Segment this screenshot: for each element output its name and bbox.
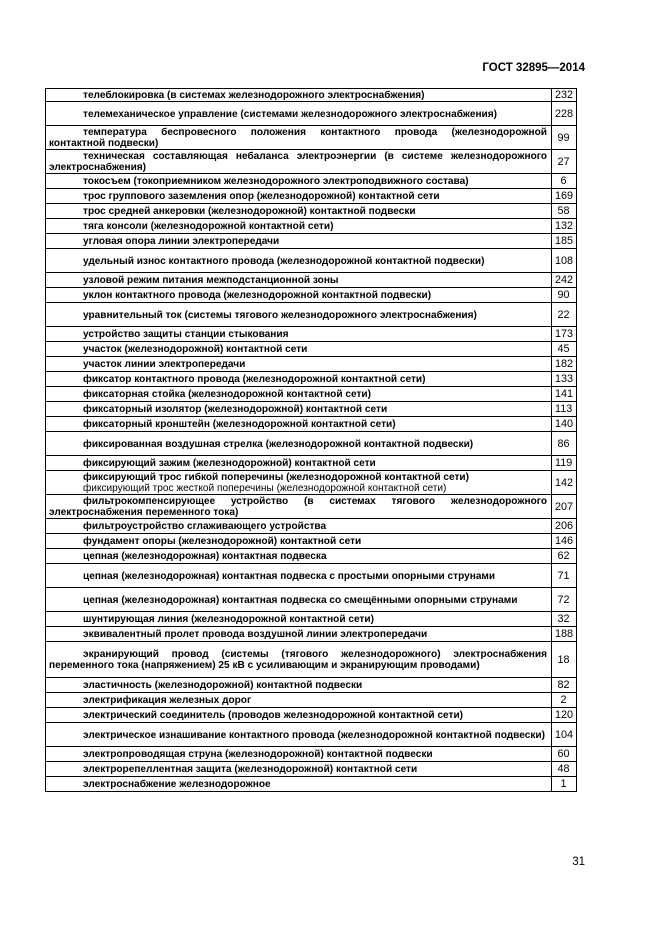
table-row — [46, 372, 577, 387]
term-text: фиксирующий трос гибкой поперечины (железнодорожной контактной сети) — [83, 472, 470, 483]
page-ref-cell: 142 — [552, 471, 577, 495]
page-ref-cell: 27 — [552, 150, 577, 174]
page-ref-cell: 120 — [552, 708, 577, 723]
term-cell — [46, 723, 552, 747]
page-ref-cell: 48 — [552, 762, 577, 777]
term-text: телемеханическое управление (системами железнодорожного электроснабжения) — [83, 108, 497, 120]
table-row — [46, 693, 577, 708]
term-text: телеблокировка (в системах железнодорожного электроснабжения) — [83, 90, 425, 101]
page-ref-cell: 108 — [552, 249, 577, 273]
table-row — [46, 357, 577, 372]
term-text: фиксаторный кронштейн (железнодорожной контактной сети) — [83, 419, 396, 430]
term-text: электрорепеллентная защита (железнодорожной) контактной сети — [83, 764, 418, 775]
page-ref-cell: 45 — [552, 342, 577, 357]
page-ref-cell: 62 — [552, 549, 577, 564]
term-text: участок линии электропередачи — [83, 359, 246, 370]
term-cell — [46, 102, 552, 126]
page-ref-cell: 169 — [552, 189, 577, 204]
term-text: фиксаторная стойка (железнодорожной контактной сети) — [83, 389, 371, 400]
page-ref-cell: 60 — [552, 747, 577, 762]
page-ref-cell: 146 — [552, 534, 577, 549]
term-text: устройство защиты станции стыкования — [83, 329, 289, 340]
term-text: эластичность (железнодорожной) контактной подвески — [83, 680, 363, 691]
term-text: цепная (железнодорожная) контактная подвеска — [83, 551, 327, 562]
term-cell — [46, 150, 552, 174]
page-ref-cell: 104 — [552, 723, 577, 747]
term-text: трос группового заземления опор (железнодорожной) контактной сети — [83, 191, 440, 202]
document-header: ГОСТ 32895—2014 — [482, 62, 585, 74]
term-cell — [46, 174, 552, 189]
term-text: уклон контактного провода (железнодорожной контактной подвески) — [83, 290, 432, 301]
table-row — [46, 219, 577, 234]
term-text: цепная (железнодорожная) контактная подвеска со смещёнными опорными струнами — [83, 594, 518, 606]
table-row — [46, 249, 577, 273]
term-cell — [46, 204, 552, 219]
page-ref-cell: 242 — [552, 273, 577, 288]
page-ref-cell: 113 — [552, 402, 577, 417]
table-row — [46, 402, 577, 417]
term-cell — [46, 627, 552, 642]
page-ref-cell: 206 — [552, 519, 577, 534]
term-text: электрический соединитель (проводов железнодорожной контактной сети) — [83, 710, 464, 721]
term-cell — [46, 357, 552, 372]
term-cell — [46, 249, 552, 273]
term-text: токосъем (токоприемником железнодорожного электроподвижного состава) — [83, 176, 469, 187]
term-text: тяга консоли (железнодорожной контактной сети) — [83, 221, 334, 232]
page-ref-cell: 90 — [552, 288, 577, 303]
term-cell — [46, 327, 552, 342]
table-row — [46, 327, 577, 342]
term-cell — [46, 495, 552, 519]
term-cell — [46, 777, 552, 792]
table-row — [46, 534, 577, 549]
page-ref-cell: 72 — [552, 588, 577, 612]
term-text: уравнительный ток (системы тягового железнодорожного электроснабжения) — [83, 309, 477, 321]
page-ref-cell: 99 — [552, 126, 577, 150]
page-ref-cell: 182 — [552, 357, 577, 372]
table-row — [46, 777, 577, 792]
term-text: электропроводящая струна (железнодорожной) контактной подвески — [83, 749, 433, 760]
page-ref-cell: 71 — [552, 564, 577, 588]
term-cell — [46, 432, 552, 456]
term-text: фиксирующий зажим (железнодорожной) контактной сети — [83, 458, 376, 469]
term-cell — [46, 303, 552, 327]
page-ref-cell: 6 — [552, 174, 577, 189]
term-text: угловая опора линии электропередачи — [83, 236, 280, 247]
table-row — [46, 102, 577, 126]
table-row — [46, 432, 577, 456]
table-row — [46, 89, 577, 102]
term-cell — [46, 417, 552, 432]
term-cell — [46, 219, 552, 234]
term-cell — [46, 288, 552, 303]
term-cell — [46, 708, 552, 723]
terms-table-body — [46, 89, 577, 792]
page-ref-cell: 2 — [552, 693, 577, 708]
table-row — [46, 417, 577, 432]
page-ref-cell: 185 — [552, 234, 577, 249]
table-row — [46, 519, 577, 534]
term-cell — [46, 126, 552, 150]
term-cell — [46, 747, 552, 762]
term-text: электрификация железных дорог — [83, 695, 252, 706]
table-row — [46, 471, 577, 495]
page-ref-cell: 228 — [552, 102, 577, 126]
page-ref-cell: 22 — [552, 303, 577, 327]
table-row — [46, 612, 577, 627]
term-cell — [46, 342, 552, 357]
term-text: эквивалентный пролет провода воздушной линии электропередачи — [83, 629, 428, 640]
table-row — [46, 564, 577, 588]
table-row — [46, 642, 577, 678]
page-ref-cell: 141 — [552, 387, 577, 402]
table-row — [46, 174, 577, 189]
table-row — [46, 678, 577, 693]
table-row — [46, 189, 577, 204]
table-row — [46, 234, 577, 249]
page-ref-cell: 32 — [552, 612, 577, 627]
page-ref-cell: 18 — [552, 642, 577, 678]
term-text: шунтирующая линия (железнодорожной контактной сети) — [83, 614, 374, 625]
term-cell — [46, 762, 552, 777]
term-text: фиксатор контактного провода (железнодорожной контактной сети) — [83, 374, 426, 385]
term-text: электрическое изнашивание контактного провода (железнодорожной контактной подвески) — [83, 729, 545, 741]
table-row — [46, 588, 577, 612]
term-text: температура беспровесного положения контактного провода (железнодорожной контактной подвески) — [49, 127, 547, 149]
page-ref-cell: 173 — [552, 327, 577, 342]
term-text: фильтроустройство сглаживающего устройства — [83, 521, 327, 532]
table-row — [46, 723, 577, 747]
term-text: электроснабжение железнодорожное — [83, 779, 271, 790]
table-row — [46, 303, 577, 327]
table-row — [46, 456, 577, 471]
term-cell — [46, 372, 552, 387]
page-ref-cell: 82 — [552, 678, 577, 693]
term-cell — [46, 549, 552, 564]
term-text: участок (железнодорожной) контактной сети — [83, 344, 308, 355]
table-row — [46, 150, 577, 174]
term-cell — [46, 456, 552, 471]
term-text: цепная (железнодорожная) контактная подвеска с простыми опорными струнами — [83, 570, 496, 582]
page-number: 31 — [572, 856, 585, 868]
table-row — [46, 273, 577, 288]
page-ref-cell: 86 — [552, 432, 577, 456]
term-cell — [46, 642, 552, 678]
page-ref-cell: 132 — [552, 219, 577, 234]
term-text: экранирующий провод (системы (тягового железнодорожного) электроснабжения переменного тока (напряжением) 25 кВ с усиливающим и экранирующим проводами) — [49, 649, 547, 671]
term-cell — [46, 612, 552, 627]
term-text: удельный износ контактного провода (железнодорожной контактной подвески) — [83, 255, 485, 267]
term-text: фундамент опоры (железнодорожной) контактной сети — [83, 536, 362, 547]
term-cell — [46, 402, 552, 417]
term-text: фиксированная воздушная стрелка (железнодорожной контактной подвески) — [83, 438, 474, 450]
page-ref-cell: 119 — [552, 456, 577, 471]
term-cell — [46, 588, 552, 612]
table-row — [46, 627, 577, 642]
table-row — [46, 204, 577, 219]
term-cell — [46, 273, 552, 288]
term-cell — [46, 471, 552, 495]
table-row — [46, 126, 577, 150]
table-row — [46, 762, 577, 777]
page-ref-cell: 188 — [552, 627, 577, 642]
page-ref-cell: 1 — [552, 777, 577, 792]
term-cell — [46, 387, 552, 402]
page-ref-cell: 58 — [552, 204, 577, 219]
term-cell — [46, 519, 552, 534]
table-row — [46, 495, 577, 519]
table-row — [46, 747, 577, 762]
table-row — [46, 288, 577, 303]
term-text: фильтрокомпенсирующее устройство (в системах тягового железнодорожного электроснабжения переменного тока) — [49, 496, 547, 518]
term-cell — [46, 564, 552, 588]
terms-index-table — [45, 88, 577, 792]
term-cell — [46, 534, 552, 549]
page-ref-cell: 140 — [552, 417, 577, 432]
page-ref-cell: 133 — [552, 372, 577, 387]
page-ref-cell: 207 — [552, 495, 577, 519]
term-text: фиксаторный изолятор (железнодорожной) контактной сети — [83, 404, 388, 415]
term-cell — [46, 678, 552, 693]
term-subtext: фиксирующий трос жесткой поперечины (железнодорожной контактной сети) — [83, 483, 447, 494]
term-cell — [46, 89, 552, 102]
table-row — [46, 342, 577, 357]
table-row — [46, 708, 577, 723]
page-ref-cell: 232 — [552, 89, 577, 102]
term-cell — [46, 234, 552, 249]
table-row — [46, 387, 577, 402]
term-text: узловой режим питания межподстанционной зоны — [83, 275, 339, 286]
term-cell — [46, 189, 552, 204]
term-cell — [46, 693, 552, 708]
term-text: трос средней анкеровки (железнодорожной) контактной подвески — [83, 206, 416, 217]
term-text: техническая составляющая небаланса электроэнергии (в системе железнодорожного электроснабжения) — [49, 151, 547, 173]
table-row — [46, 549, 577, 564]
